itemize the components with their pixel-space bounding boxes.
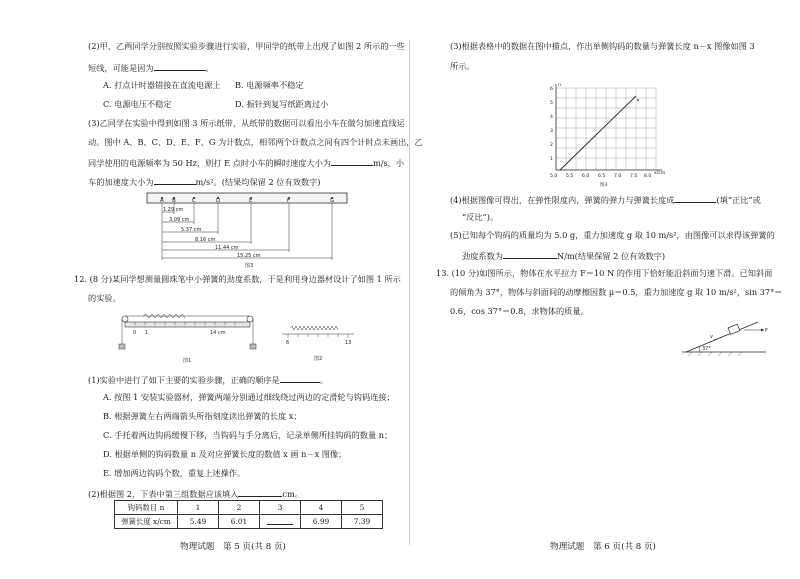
figure-caption: 图1 [183,358,192,364]
incline-figure [678,318,770,358]
y-tick: 4 [550,115,553,120]
tape-point: G [330,198,335,204]
y-tick: 1 [550,157,553,162]
q11-3-prompt-b: 车的加速度大小为 [88,177,154,187]
scale-label: 1 [145,330,149,336]
table-cell: 钩码数目 n [115,501,178,515]
answer-blank[interactable] [503,250,557,259]
q11-2-line1: (2)甲、乙两同学分别按照实验步骤进行实验，甲同学的纸带上出现了如图 2 所示的一些 [88,41,405,51]
table-cell: 6.99 [301,515,342,529]
answer-blank[interactable] [331,157,373,166]
figure-caption: 图2 [314,356,323,362]
q13-line2: 的倾角为 37°，物体与斜面间的动摩擦因数 μ＝0.5，重力加速度 g 取 10 m/s²，sin 37°＝ [450,287,783,297]
q11-3-prompt-a: 同学使用的电源频率为 50 Hz，则打 E 点时小车的瞬时速度大小为 [88,158,331,168]
tape-point: B [172,198,176,204]
answer-blank[interactable] [238,488,282,497]
option-c: C. 电源电压不稳定 [103,99,172,109]
answer-blank[interactable] [280,374,320,383]
q12-4-prompt: (4)根据图像可得出，在弹性限度内，弹簧的弹力与弹簧长度成 [450,195,675,205]
q12-1-prompt: (1)实验中进行了如下主要的实验步骤，正确的顺序是 [88,375,280,385]
x-tick: 6.5 [598,174,606,179]
q11-3-unit-b: m/s²。(结果均保留 2 位有效数字) [195,177,321,187]
tape-measure: 5.37 cm [181,227,202,233]
step-e: E. 增加两边钩码个数，重复上述操作。 [103,468,246,478]
q12-4-line1 [450,194,761,206]
page-footer: 物理试题 第 6 页(共 8 页) [550,542,656,552]
tape-point: E [249,198,253,204]
x-tick: 7.0 [614,174,622,179]
q12-3-line1: (3)根据表格中的数据在图中描点，作出单侧钩码的数量与弹簧长度 n－x 图像如图 3 [450,41,755,51]
x-tick: 5.0 [550,174,558,179]
q11-3-line1: (3)乙同学在实验中得到如图 3 所示纸带，从纸带的数据可以看出小车在做匀加速直线运 [88,118,405,128]
angle-label: 37° [702,346,711,352]
option-a: A. 打点计时器错接在直流电源上 [103,80,221,90]
q11-2-prompt: 短线，可能是因为 [88,63,154,73]
n-x-graph [544,80,674,188]
option-d: D. 振针到复写纸距离过小 [235,99,329,109]
spring-data-table [114,500,383,529]
tape-measure: 15.25 cm [237,253,261,259]
tick-label: 6 [286,340,290,346]
axis-label: x/cm [654,171,666,176]
force-label: F [765,328,768,334]
table-cell: 3 [260,501,301,515]
q12-3-line2: 所示。 [450,61,475,71]
q12-5-unit: N/m(结果保留 2 位有效数字) [556,251,666,261]
y-tick: 3 [550,129,553,134]
x-tick: 5.5 [566,174,574,179]
table-cell: 7.39 [342,515,383,529]
table-row [115,515,383,529]
y-tick: 5 [550,101,553,106]
table-cell: 4 [301,501,342,515]
q12-line1: 12. (8 分)某同学想测量圆珠笔中小弹簧的劲度系数，于是利用身边器材设计了如图 1 所示 [74,274,401,284]
step-a: A. 按图 1 安装实验器材，弹簧两端分别通过细线绕过两边的定滑轮与钩码连接； [103,392,395,402]
tape-point: C [192,198,196,204]
table-cell-blank[interactable] [260,515,301,529]
tape-point: D [216,198,221,204]
q11-3-line2: 动。图中 A、B、C、D、E、F、G 为计数点，相邻两个计数点之间有四个计时点未画出，乙 [88,137,423,147]
x-tick: 7.5 [630,174,638,179]
q12-1 [88,374,328,386]
figure-caption: 图3 [245,263,254,269]
q11-3-line4 [88,176,320,188]
q12-4-line2: “反比”)。 [462,212,499,222]
q11-2-end: 。 [205,63,214,73]
q12-5-prompt: 劲度系数为 [462,251,503,261]
page-footer: 物理试题 第 5 页(共 8 页) [180,542,286,552]
q11-3-unit-a: m/s，小 [372,158,405,168]
answer-blank[interactable] [154,62,206,71]
scale-label: 0 [133,330,137,336]
q13-line1: 13. (10 分)如图所示，物体在水平拉力 F＝10 N 的作用下恰好能沿斜面匀速下滑。已知斜面 [436,268,773,278]
y-tick: 2 [550,143,553,148]
q12-2-unit: cm。 [282,489,303,499]
q12-2-prompt: (2)根据图 2，下表中第三组数据应该填入 [88,489,239,499]
right-page [410,0,800,579]
step-d: D. 根据单侧的钩码数量 n 及对应弹簧长度的数值 x 画 n－x 图像； [103,449,347,459]
step-b: B. 根据弹簧左右两端箭头所指刻度读出弹簧的长度 x； [103,411,302,421]
q12-line2: 的实验。 [88,293,121,303]
scale-label: 14 cm [210,330,226,336]
y-tick: 6 [550,87,553,92]
table-cell: 弹簧长度 x/cm [115,515,178,529]
option-b: B. 电源频率不稳定 [235,80,304,90]
q11-2-line2 [88,62,214,74]
tape-point: A [160,198,164,204]
tape-measure: 3.09 cm [169,217,190,223]
table-cell: 2 [219,501,260,515]
tape-measure: 11.44 cm [215,245,239,251]
paper-tape-figure [145,190,355,270]
spring-ruler-figure-2 [278,318,358,366]
answer-blank[interactable] [154,176,196,185]
q12-4-hint: (填“正比”或 [716,195,761,205]
q11-3-line3 [88,157,404,169]
table-cell: 1 [178,501,219,515]
x-tick: 8.0 [644,174,652,179]
table-cell: 5 [342,501,383,515]
q12-5-line2 [462,250,665,262]
tape-measure: 1.29 cm [163,207,184,213]
x-tick: 6.0 [582,174,590,179]
q13-line3: 0.6，cos 37°＝0.8，求物体的质量。 [450,306,589,316]
table-cell: 6.01 [219,515,260,529]
table-cell: 5.49 [178,515,219,529]
table-row [115,501,383,515]
axis-label: n [558,83,561,88]
q12-2 [88,488,303,500]
spring-apparatus-figure-1 [115,310,260,365]
answer-blank[interactable] [674,194,716,203]
q12-5-line1: (5)已知每个钩码的质量均为 5.0 g，重力加速度 g 取 10 m/s²，由图像可以求得该弹簧的 [450,230,775,240]
tick-label: 13 [345,340,352,346]
velocity-label: v [710,334,713,340]
tape-measure: 8.16 cm [195,237,216,243]
figure-caption: 图3 [600,183,608,188]
q12-1-end: 。 [319,375,328,385]
tape-point: F [287,198,291,204]
step-c: C. 手托着两边钩码缓慢下移，当钩码与手分离后，记录单侧所挂钩码的数量 n； [103,430,393,440]
